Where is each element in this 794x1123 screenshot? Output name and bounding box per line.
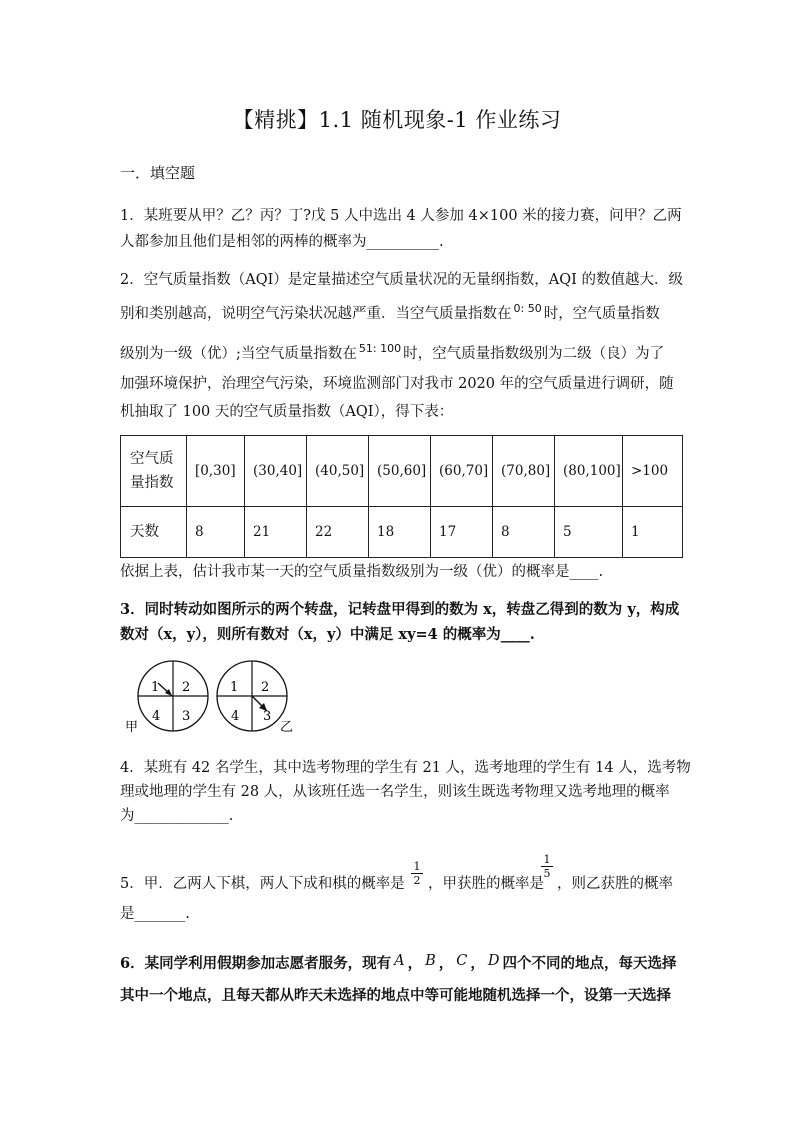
spinner-a-label: 甲 [125, 720, 139, 735]
aqi-range-cell: (30,40] [245, 436, 307, 507]
q6-letter: B [425, 953, 436, 969]
q5-line1b: ，甲获胜的概率是 [428, 876, 544, 892]
spinner-b-num: 4 [231, 709, 240, 724]
spinner-a-num: 1 [151, 680, 160, 695]
aqi-range-cell: (50,60] [369, 436, 431, 507]
days-cell: 18 [369, 507, 431, 558]
q2-line3-text: 级别为一级（优）;当空气质量指数在 [120, 346, 357, 362]
q5-fraction-win [541, 853, 553, 880]
spinner-b-label: 乙 [280, 720, 294, 735]
days-row-header: 天数 [121, 507, 187, 558]
aqi-row-header: 空气质量指数 [121, 436, 187, 507]
aqi-range-row [121, 436, 683, 507]
spinner-a-num: 4 [152, 709, 161, 724]
days-cell: 22 [307, 507, 369, 558]
q3-line1: 3．同时转动如图所示的两个转盘，记转盘甲得到的数为 x，转盘乙得到的数为 y，构成 [120, 601, 680, 618]
q2-line2-text: 别和类别越高，说明空气污染状况越严重．当空气质量指数在 [120, 306, 512, 322]
q2-line2-text-b: 时，空气质量指数 [543, 306, 660, 322]
aqi-range-cell: (40,50] [307, 436, 369, 507]
q1-line2: 人都参加且他们是相邻的两棒的概率为__________. [120, 234, 444, 250]
q2-line4: 加强环境保护，治理空气污染，环境监测部门对我市 2020 年的空气质量进行调研，随 [120, 376, 674, 392]
days-cell: 8 [187, 507, 245, 558]
q2-line3-text-b: 时，空气质量指数级别为二级（良）为了 [403, 346, 665, 362]
q4-line1: 4．某班有 42 名学生，其中选考物理的学生有 21 人，选考地理的学生有 14 人，选考物 [120, 760, 691, 776]
days-cell: 17 [431, 507, 493, 558]
q5-frac2-den: 5 [541, 866, 553, 880]
days-cell: 5 [555, 507, 623, 558]
q5-line1a: 5．甲．乙两人下棋，两人下成和棋的概率是 [120, 876, 405, 892]
q6-letter: C [456, 953, 468, 969]
q2-range-good: 51: 100 [358, 342, 402, 355]
q2-line1: 2．空气质量指数（AQI）是定量描述空气质量状况的无量纲指数，AQI 的数值越大．级 [120, 272, 684, 288]
q4-line3: 为_____________. [120, 808, 234, 824]
spinner-a-num: 3 [182, 709, 191, 724]
days-cell: 21 [245, 507, 307, 558]
q6-line2: 其中一个地点，且每天都从昨天未选择的地点中等可能地随机选择一个，设第一天选择 [120, 987, 671, 1004]
days-cell: 1 [623, 507, 683, 558]
q6-line1-text-b: 四个不同的地点，每天选择 [502, 955, 677, 972]
aqi-range-cell: (80,100] [555, 436, 623, 507]
q5-frac1-num: 1 [413, 860, 421, 873]
aqi-table [120, 435, 683, 558]
q5-line1c: ，则乙获胜的概率 [557, 876, 673, 892]
q6-letter: A [394, 953, 405, 969]
q3-line2: 数对（x，y），则所有数对（x，y）中满足 xy=4 的概率为____. [120, 626, 535, 643]
page-title: 【精挑】1.1 随机现象-1 作业练习 [232, 108, 562, 132]
days-cell: 8 [493, 507, 555, 558]
aqi-range-cell: (60,70] [431, 436, 493, 507]
q6-letter: D [487, 953, 500, 969]
q6-line1: 6．某同学利用假期参加志愿者服务，现有 A ， B ， C ， D 四个不同的地点，每天选择 [120, 953, 677, 972]
section-heading: 一．填空题 [120, 164, 196, 182]
q2-range-excellent: 0: 50 [513, 302, 542, 315]
q1-line1: 1．某班要从甲？乙？丙？丁?戊 5 人中选出 4 人参加 4×100 米的接力赛，问甲？乙两 [120, 208, 682, 224]
aqi-days-row [121, 507, 683, 558]
q5-fraction-draw [411, 860, 423, 887]
spinner-b-num: 2 [261, 680, 270, 695]
aqi-range-cell: [0,30] [187, 436, 245, 507]
q2-line5: 机抽取了 100 天的空气质量指数（AQI），得下表： [120, 404, 454, 420]
q5-line2: 是_______. [120, 906, 190, 922]
spinner-b-num: 3 [263, 709, 272, 724]
q5-frac1-den: 2 [411, 873, 423, 887]
spinner-b [217, 661, 293, 735]
q2-after-table: 依据上表，估计我市某一天的空气质量指数级别为一级（优）的概率是____. [120, 564, 604, 580]
spinner-b-num: 1 [230, 680, 239, 695]
q2-line2 [120, 304, 660, 325]
aqi-range-cell: (70,80] [493, 436, 555, 507]
spinner-a-num: 2 [182, 680, 191, 695]
aqi-range-cell: >100 [623, 436, 683, 507]
q5-frac2-num: 1 [543, 853, 551, 866]
spinner-figure [125, 658, 315, 738]
q4-line2: 理或地理的学生有 28 人，从该班任选一名学生，则该生既选考物理又选考地理的概率 [120, 784, 670, 800]
q2-line3 [120, 344, 664, 365]
q6-line1-text: 6．某同学利用假期参加志愿者服务，现有 [120, 955, 392, 972]
spinner-a [125, 661, 208, 735]
